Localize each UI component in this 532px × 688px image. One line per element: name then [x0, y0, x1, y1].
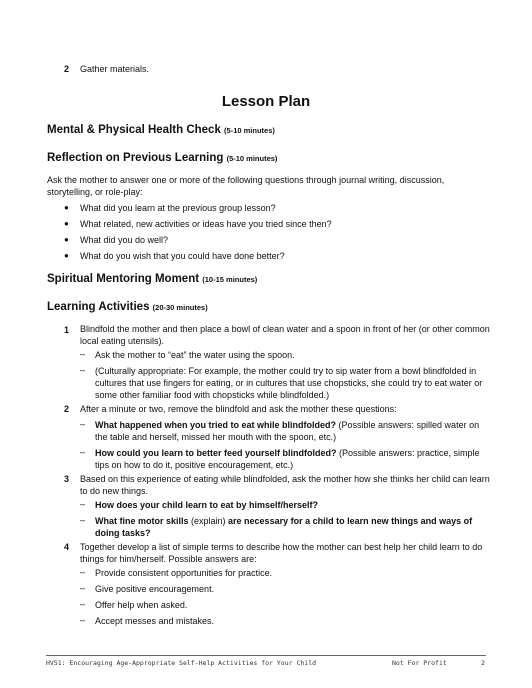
heading-learning-duration: (20-30 minutes): [152, 303, 208, 312]
bullet-icon: ●: [64, 203, 69, 212]
heading-spiritual-text: Spiritual Mentoring Moment: [47, 273, 200, 285]
dash-icon: –: [80, 499, 86, 509]
dash-icon: –: [80, 447, 86, 457]
heading-reflection-text: Reflection on Previous Learning: [47, 152, 224, 164]
dash-icon: –: [80, 419, 86, 429]
page-title: Lesson Plan: [221, 93, 311, 110]
bullet-icon: ●: [64, 235, 69, 244]
heading-reflection: [47, 152, 277, 164]
learning-item-1-number: 1: [64, 325, 70, 335]
heading-mental-health-text: Mental & Physical Health Check: [47, 124, 221, 136]
reflection-bullet-2: What related, new activities or ideas have you tried since then?: [80, 219, 332, 229]
dash-icon: –: [80, 615, 86, 625]
learning-item-2-sub-2: [95, 447, 485, 471]
reflection-intro: Ask the mother to answer one or more of the following questions through journal writing, discussion, storytelling, or role-play:: [47, 175, 445, 197]
learning-item-2-sub-1: [95, 419, 485, 443]
heading-spiritual-duration: (10-15 minutes): [202, 275, 258, 284]
learning-item-2-sub-2-question: How could you learn to better feed yourself blindfolded?: [95, 448, 337, 458]
learning-item-3-sub-2-question-b: are necessary for a child to learn new things and ways of doing tasks?: [95, 516, 473, 538]
footer-page-number: 2: [481, 659, 485, 667]
footer-divider: [46, 655, 486, 656]
heading-learning: [47, 301, 208, 313]
reflection-bullet-3: What did you do well?: [80, 235, 169, 245]
intro-item-text: Gather materials.: [80, 64, 150, 74]
heading-mental-health-duration: (5-10 minutes): [224, 126, 275, 135]
learning-item-4-sub-2: Give positive encouragement.: [95, 584, 215, 594]
intro-item-number: 2: [64, 64, 70, 74]
learning-item-3-sub-2-explain: (explain): [188, 516, 229, 526]
learning-item-2-sub-1-question: What happened when you tried to eat while blindfolded?: [95, 420, 337, 430]
learning-item-3-sub-1: [95, 499, 485, 511]
learning-item-2-text: After a minute or two, remove the blindfold and ask the mother these questions:: [80, 404, 397, 414]
dash-icon: –: [80, 515, 86, 525]
learning-item-1-sub-1: Ask the mother to “eat” the water using the spoon.: [95, 350, 295, 360]
learning-item-3-sub-1-question: How does your child learn to eat by himself/herself?: [95, 500, 319, 510]
heading-mental-health: [47, 124, 275, 136]
reflection-bullet-1: What did you learn at the previous group lesson?: [80, 203, 276, 213]
learning-item-2-sub-2-answers: (Possible answers: practice, simple tips on how to do it, positive encouragement, etc.): [95, 448, 480, 470]
reflection-bullet-4: What do you wish that you could have done better?: [80, 251, 285, 261]
bullet-icon: ●: [64, 219, 69, 228]
heading-reflection-duration: (5-10 minutes): [226, 154, 278, 163]
heading-learning-text: Learning Activities: [47, 301, 150, 313]
dash-icon: –: [80, 567, 86, 577]
footer-document-title: HV51: Encouraging Age-Appropriate Self-Help Activities for Your Child: [46, 659, 317, 667]
learning-item-1-text: Blindfold the mother and then place a bowl of clean water and a spoon in front of her (or other common local eating utensils).: [80, 324, 490, 346]
learning-item-4-sub-4: Accept messes and mistakes.: [95, 616, 215, 626]
dash-icon: –: [80, 599, 86, 609]
dash-icon: –: [80, 349, 86, 359]
learning-item-3-text: Based on this experience of eating while blindfolded, ask the mother how she thinks her child can learn to do new things.: [80, 474, 490, 496]
learning-item-2-number: 2: [64, 404, 70, 414]
learning-item-3-sub-2-question-a: What fine motor skills: [95, 516, 189, 526]
learning-item-3-sub-2: [95, 515, 480, 539]
learning-item-4-sub-1: Provide consistent opportunities for practice.: [95, 568, 273, 578]
learning-item-1-sub-2: (Culturally appropriate: For example, the mother could try to sip water from a bowl blindfolded in cultures that use fingers for eating, or in cultures that use chopsticks, she could try to eat water or some other familiar food with chopsticks while blindfolded.): [95, 366, 483, 400]
learning-item-3-number: 3: [64, 474, 70, 484]
learning-item-2-sub-1-answers: (Possible answers: spilled water on the table and herself, missed her mouth with the spoon, etc.): [95, 420, 480, 442]
learning-item-4-text: Together develop a list of simple terms to describe how the mother can best help her child learn to do things for him/herself. Possible answers are:: [80, 542, 483, 564]
bullet-icon: ●: [64, 251, 69, 260]
heading-spiritual: [47, 273, 257, 285]
dash-icon: –: [80, 583, 86, 593]
footer-status: Not For Profit: [392, 659, 447, 667]
learning-item-4-sub-3: Offer help when asked.: [95, 600, 188, 610]
dash-icon: –: [80, 365, 86, 375]
learning-item-4-number: 4: [64, 542, 70, 552]
